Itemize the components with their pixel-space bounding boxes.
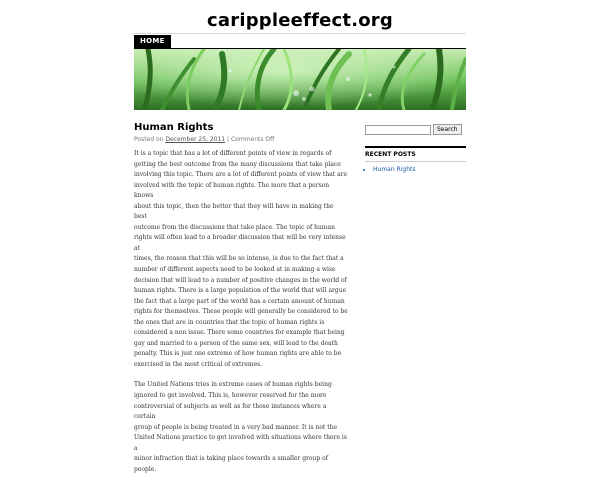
main-navigation [134,35,466,49]
text-line: The United Nations tries in extreme cases of human rights being [134,381,332,389]
text-line: involved with the topic of human rights. The more that a person knows [134,181,330,200]
text-line: getting the best outcome from the many discussions that take place [134,160,341,168]
text-line: United Nations practice to get involved with situations where there is a [134,434,347,452]
recent-posts-widget [365,146,466,173]
text-line: about this topic, then the better that they will have in making the best [134,202,334,221]
header-image-grass [134,49,466,110]
text-line: the fact that a large part of the world has a certain amount of human [134,297,345,305]
text-line: times, the reason that this will be so intense, is due to the fact that a [134,255,344,263]
text-line: the ones that are in countries that the topic of human rights is [134,318,325,326]
list-item [373,166,466,173]
text-line: controversial of subjects as well as for those instances where a certain [134,402,327,421]
text-line: human rights. There is a large population of the world that will argue [134,287,347,295]
text-line: gay and married to a person of the same sex, will lead to the death [134,339,338,347]
text-line: considered a non issue. There some countries for example that being [134,329,345,337]
post-paragraph [134,380,348,475]
recent-posts-list [365,166,466,173]
search-form [365,124,466,135]
text-line: involving this topic. There are a lot of different points of view that are [134,171,348,179]
text-line: rights for themselves. These people will generally be considered to be [134,308,348,316]
text-line: It is a topic that has a lot of different points of view in regards of [134,150,332,157]
text-line: minor infraction that is taking place towards a smaller group of people. [134,455,328,473]
title-divider [134,33,466,34]
text-line: decision that will lead to a number of positive changes in the world of [134,276,347,284]
post-paragraph [134,149,348,370]
text-line: outcome from the discussions that take place. The topic of human [134,223,335,231]
search-input[interactable] [365,125,431,135]
post-meta [134,136,348,143]
nav-item-home[interactable]: HOME [134,35,171,48]
search-button[interactable]: Search [433,124,462,135]
site-title[interactable]: carippleeffect.org [207,10,393,31]
text-line: group of people is being treated in a very bad manner. It is not the [134,423,338,431]
widget-title: RECENT POSTS [365,151,416,158]
text-line: number of different aspects need to be looked at in making a wise [134,266,336,274]
header-grass-illustration [134,49,466,110]
sidebar [365,124,466,173]
post-content [134,122,348,485]
text-line: ignored to get involved. This is, however reserved for the more [134,392,327,400]
text-line: rights will often lead to a broader discussion that will be very intense at [134,234,346,252]
post-date-link[interactable]: December 25, 2011 [165,136,226,143]
widget-divider [365,161,466,162]
recent-post-link[interactable]: Human Rights [373,166,416,173]
text-line: penalty. This is just one extreme of how human rights are able to be [134,350,342,358]
comments-status: Comments Off [230,136,275,143]
meta-separator: | [227,136,230,143]
post-title[interactable]: Human Rights [134,122,214,133]
posted-on-label: Posted on [134,136,164,143]
text-line: exercised in the most critical of extremes. [134,360,263,368]
